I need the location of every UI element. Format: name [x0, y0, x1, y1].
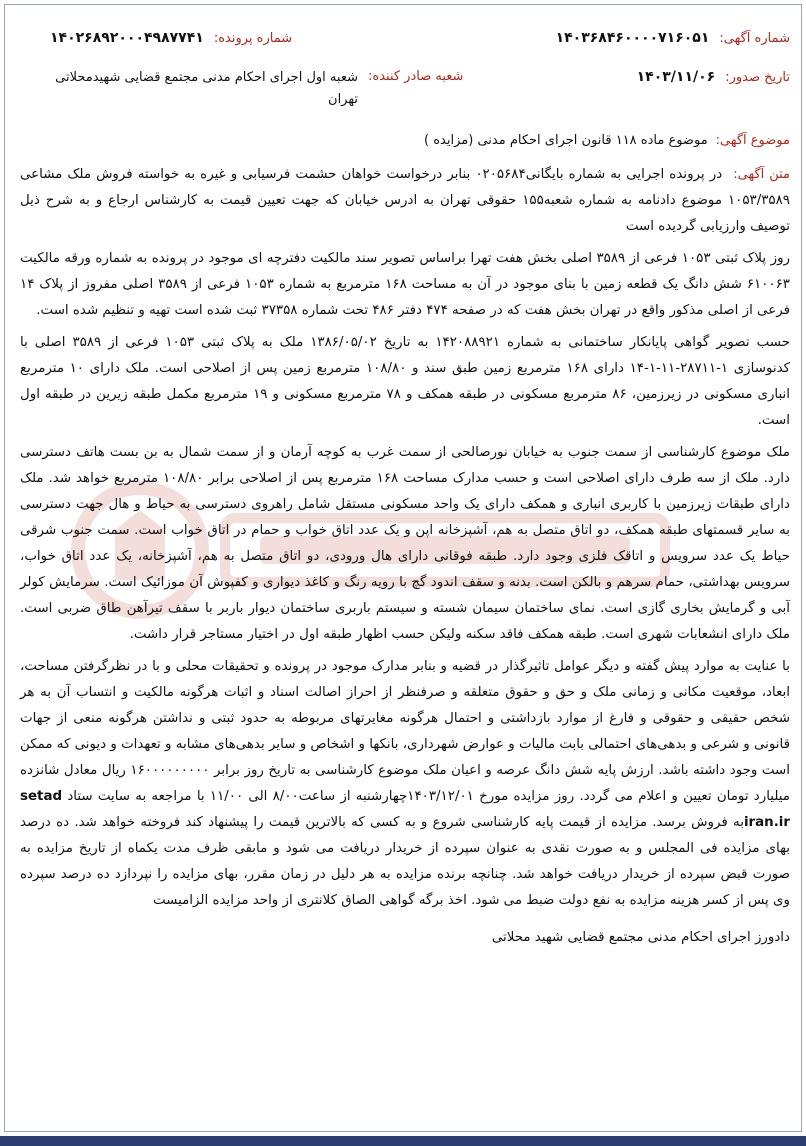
- body-paragraph-1-text: در پرونده اجرایی به شماره بایگانی۰۲۰۵۶۸۴ بنابر درخواست خواهان حشمت فرسیابی و غیره به خواسته فروش ملک مشاعی ۱۰۵۳/۳۵۸۹ موضوع دادنامه به شماره شعبه۱۵۵ حقوقی تهران به ادرس خیابان که جهت تعیین قیمت به کارشناس ارجاع و به شرح ذیل توصیف وارزیابی گردیده است: [20, 167, 790, 234]
- body-label: متن آگهی:: [733, 167, 790, 182]
- issuer-label: شعبه صادر کننده:: [368, 69, 464, 84]
- ad-number-value: ۱۴۰۳۶۸۴۶۰۰۰۰۷۱۶۰۵۱: [555, 30, 710, 46]
- case-number-value: ۱۴۰۲۶۸۹۲۰۰۰۴۹۸۷۷۴۱: [50, 30, 204, 46]
- signature: دادورز اجرای احکام مدنی مجتمع قضایی شهید محلاتی: [491, 930, 790, 945]
- ad-number: [556, 28, 790, 49]
- ad-number-label: شماره آگهی:: [719, 31, 790, 46]
- body-paragraph-5: [20, 654, 790, 914]
- setad-site: setad iran.ir: [20, 789, 790, 830]
- header-row-2: [20, 67, 790, 111]
- body-paragraph-4: ملک موضوع کارشناسی از سمت جنوب به خیابان نورصالحی از سمت غرب به کوچه آرمان و از سمت شمال به بن بست هاتف دسترسی دارد. ملک از سه طرف دارای اصلاحی است و حسب مدارک مساحت ۱۶۸ مترمربع پس از اصلاحی برابر ۱۰۸/۸۰ مترمربع خواهد شد. ملک دارای طبقات زیرزمین با کاربری انباری و همکف دارای یک واحد مسکونی مستقل شامل راهروی دسترسی به حیاط و هال جهت دسترسی به سایر قسمتهای طبقه همکف، دو اتاق متصل به هم، آشپزخانه اپن و یک عدد اتاق خواب و حمام در اتاق خواب است. سمت جنوب شرقی حیاط یک عدد سرویس و اتاقک فلزی وجود دارد. طبقه فوقانی دارای هال ورودی، دو اتاق متصل به هم، آشپزخانه، یک عدد اتاق خواب، سرویس بهداشتی، حمام سرهم و بالکن است. بدنه و سقف اندود گچ با رویه رنگ و کاغذ دیواری و کفپوش آن موزائیک است. سرمایش کولر آبی و گرمایش بخاری گازی است. نمای ساختمان سیمان شسته و سیستم باربری ساختمان دیوار باربر با سقف تیرآهن طاق ضربی است. ملک دارای انشعابات شهری است. طبقه همکف فاقد سکنه ولیکن حسب اظهار طبقه اول در اختیار مستاجر قرار داشت.: [20, 445, 790, 642]
- issue-date-value: ۱۴۰۳/۱۱/۰۶: [636, 69, 716, 85]
- notice-body: [20, 162, 790, 950]
- case-number-label: شماره پرونده:: [213, 31, 293, 46]
- bottom-bar: [0, 1136, 806, 1146]
- body-paragraph-2: روز پلاک ثبتی ۱۰۵۳ فرعی از ۳۵۸۹ اصلی بخش هفت تهرا براساس تصویر سند مالکیت دفترچه ای موجود در پرونده به شماره ورقه مالکیت ۶۱۰۰۶۳ شش دانگ یک قطعه زمین با بنای موجود در آن به مساحت ۱۶۸ مترمربع به شماره ۱۰۵۳ فرعی از ۳۵۸۹ اصلی مفروز از پلاک ۱۴ فرعی از اصلی مذکور واقع در تهران بخش هفت که در صفحه ۴۷۴ دفتر ۴۸۶ تحت شماره ۳۷۳۵۸ ثبت شده است تهیه و تنظیم شده است.: [20, 251, 790, 318]
- body-paragraph-5-part-a: با عنایت به موارد پیش گفته و دیگر عوامل تاثیرگذار در قضیه و بنابر مدارک موجود در پرونده و تحقیقات محلی و با در نظرگرفتن مساحت، ابعاد، موقعیت مکانی و زمانی ملک و حق و حقوق متعلقه و صرفنظر از احراز اصالت اسناد و اثبات هرگونه مالکیت و انتساب آن به هر شخص حقیقی و حقوقی و فارغ از موارد بازداشتی و احتمال هرگونه مغایرتهای مربوطه به حدود ثبتی و نداشتن هرگونه منعی از جهات قانونی و شرعی و بدهی‌های احتمالی بابت مالیات و عوارض شهرداری، بانکها و اشخاص و سایر بدهی‌های مشابه و تعهدات و دیونی که ممکن است وجود داشته باشد. ارزش پایه شش دانگ عرصه و اعیان ملک موضوع کارشناسی به تاریخ روز برابر ۱۶۰۰۰۰۰۰۰۰۰ ریال معادل شانزده میلیارد تومان تعیین و اعلام می گردد. روز مزایده مورخ ۱۴۰۳/۱۲/۰۱چهارشنبه از ساعت۸/۰۰ الی ۱۱/۰۰ با مراجعه به سایت ستاد: [20, 659, 790, 804]
- body-paragraph-5-part-b: به فروش برسد. مزایده از قیمت پایه کارشناسی شروع و به کسی که بالاترین قیمت را پیشنهاد کند فروخته خواهد شد. ده درصد بهای مزایده فی المجلس و به صورت نقدی به عنوان سپرده از خریدار دریافت می شود و مابقی ظرف مدت یکماه از تاریخ مزایده به صورت قبض سپرده از خریدار دریافت خواهد شد. چنانچه برنده مزایده به هر دلیل در زمان مقرر، بهای مزایده را نپردازد ده درصد سپرده وی پس از کسر هزینه مزایده به نفع دولت ضبط می شود. اخذ برگه گواهی الصاق کلانتری از واحد مزایده الزامیست: [20, 815, 790, 908]
- subject-text: موضوع ماده ۱۱۸ قانون اجرای احکام مدنی (مزایده ): [424, 133, 708, 148]
- issue-date: [637, 67, 790, 111]
- notice-document: [20, 28, 790, 950]
- issuer-value: شعبه اول اجرای احکام مدنی مجتمع قضایی شهیدمحلاتی تهران: [55, 70, 358, 107]
- issue-date-label: تاریخ صدور:: [725, 70, 790, 85]
- body-paragraph-3: حسب تصویر گواهی پایانکار ساختمانی به شماره ۱۴۲۰۸۸۹۲۱ به تاریخ ۱۳۸۶/۰۵/۰۲ ملک به پلاک ثبتی ۱۰۵۳ فرعی از ۳۵۸۹ اصلی با کدنوسازی ۱-۲۸۷۱۱-۱۱-۱-۱۴ دارای ۱۶۸ مترمربع زمین طبق سند و ۱۰۸/۸۰ مترمربع زمین پس از اصلاحی است. ملک دارای ۱۰ مترمربع انباری مسکونی در زیرزمین، ۸۶ مترمربع مسکونی در طبقه همکف و ۷۸ مترمربع مسکونی و ۱۹ مترمربع مکمل طبقه زیرین در طبقه اول است.: [20, 335, 790, 428]
- subject-row: [20, 133, 790, 148]
- body-paragraph-1: [20, 162, 790, 240]
- header-row-1: [20, 28, 790, 49]
- case-number: [50, 28, 292, 49]
- subject-label: موضوع آگهی:: [715, 133, 790, 148]
- issuer: [38, 67, 463, 111]
